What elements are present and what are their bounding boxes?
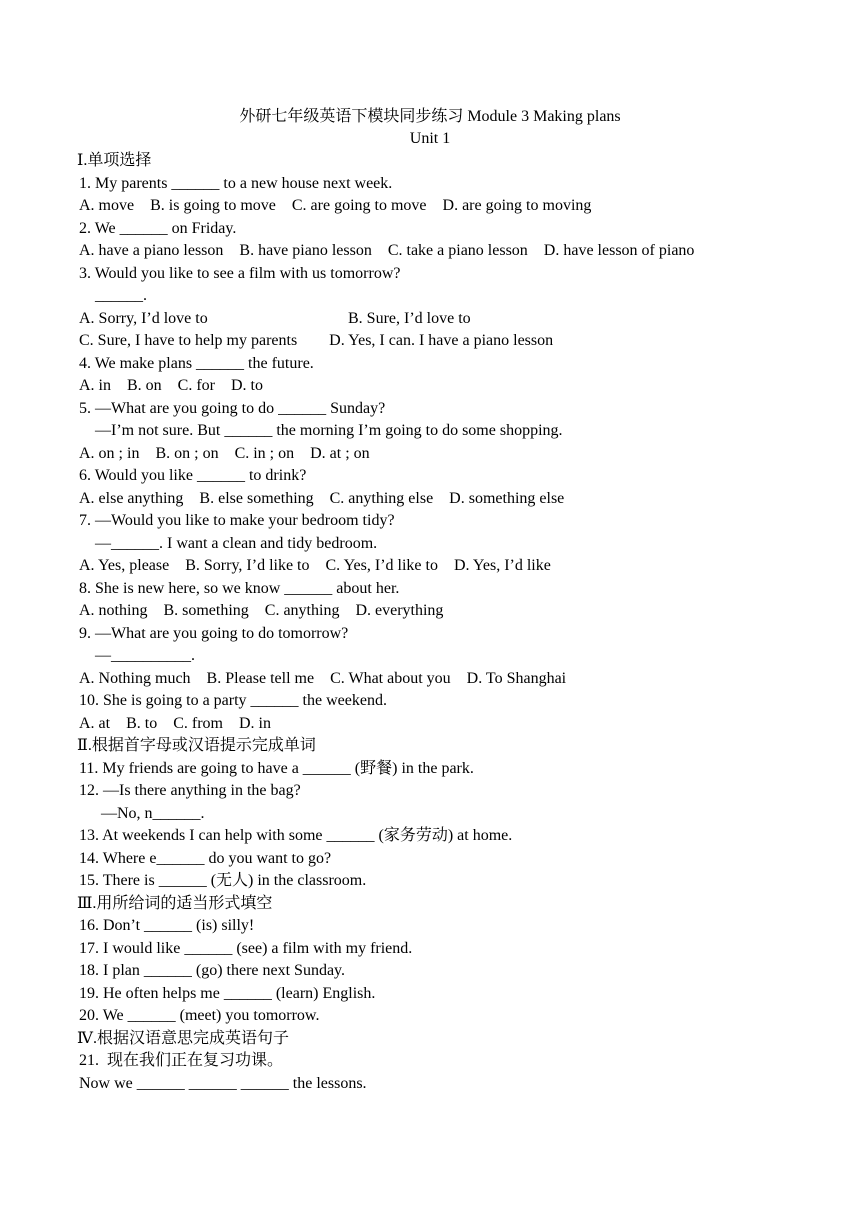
question-8-options: A. nothing B. something C. anything D. everything	[79, 602, 444, 619]
question-3-blank: ______.	[95, 287, 147, 304]
question-19: 19. He often helps me ______ (learn) English.	[79, 984, 376, 1002]
question-3-options-ab	[79, 308, 819, 331]
question-9-options: A. Nothing much B. Please tell me C. What about you D. To Shanghai	[79, 669, 567, 687]
question-17: 17. I would like ______ (see) a film with my friend.	[79, 939, 413, 957]
question-6: 6. Would you like ______ to drink?	[79, 467, 307, 484]
question-10: 10. She is going to a party ______ the weekend.	[79, 692, 387, 709]
question-2: 2. We ______ on Friday.	[79, 219, 237, 237]
section-heading: Ⅰ.单项选择	[77, 152, 152, 169]
question-4-options: A. in B. on C. for D. to	[79, 377, 263, 394]
question-5-options: A. on ; in B. on ; on C. in ; on D. at ; on	[79, 444, 370, 462]
question-9: 9. —What are you going to do tomorrow?	[79, 624, 349, 642]
question-11: 11. My friends are going to have a ______ (野餐) in the park.	[79, 759, 474, 777]
question-13: 13. At weekends I can help with some ______ (家务劳动) at home.	[79, 827, 513, 844]
question-16: 16. Don’t ______ (is) silly!	[79, 917, 255, 934]
question-1-options: A. move B. is going to move C. are going to move D. are going to moving	[79, 197, 592, 214]
question-3-options-cd: C. Sure, I have to help my parents D. Yes, I can. I have a piano lesson	[79, 332, 554, 349]
question-5-reply: —I’m not sure. But ______ the morning I’m going to do some shopping.	[95, 422, 563, 439]
unit-subtitle: Unit 1	[409, 130, 451, 147]
question-list	[79, 150, 819, 1095]
page-title: 外研七年级英语下模块同步练习 Module 3 Making plans	[239, 108, 621, 125]
question-6-options: A. else anything B. else something C. anything else D. something else	[79, 489, 565, 507]
option-b: B. Sure, I’d love to	[348, 309, 471, 327]
question-15: 15. There is ______ (无人) in the classroom.	[79, 872, 367, 889]
question-14: 14. Where e______ do you want to go?	[79, 849, 332, 867]
question-10-options: A. at B. to C. from D. in	[79, 714, 271, 732]
section-heading: Ⅱ.根据首字母或汉语提示完成单词	[77, 737, 316, 754]
section-heading: Ⅳ.根据汉语意思完成英语句子	[77, 1029, 289, 1047]
question-8: 8. She is new here, so we know ______ about her.	[79, 579, 400, 597]
question-12-reply: —No, n______.	[101, 804, 205, 822]
section-heading: Ⅲ.用所给词的适当形式填空	[77, 894, 273, 912]
question-5: 5. —What are you going to do ______ Sunday?	[79, 399, 386, 417]
question-1: 1. My parents ______ to a new house next week.	[79, 174, 393, 192]
question-7: 7. —Would you like to make your bedroom tidy?	[79, 512, 395, 529]
question-21-answer-line: Now we ______ ______ ______ the lessons.	[79, 1074, 367, 1092]
question-7-options: A. Yes, please B. Sorry, I’d like to C. Yes, I’d like to D. Yes, I’d like	[79, 557, 551, 574]
question-21: 21. 现在我们正在复习功课。	[79, 1052, 284, 1069]
question-4: 4. We make plans ______ the future.	[79, 354, 314, 372]
question-9-reply: —__________.	[95, 647, 195, 664]
question-7-reply: —______. I want a clean and tidy bedroom.	[95, 534, 378, 552]
option-a: A. Sorry, I’d love to	[79, 309, 208, 327]
question-12: 12. —Is there anything in the bag?	[79, 782, 301, 799]
question-2-options: A. have a piano lesson B. have piano lesson C. take a piano lesson D. have lesson of piano	[79, 242, 695, 259]
question-3: 3. Would you like to see a film with us tomorrow?	[79, 264, 401, 282]
question-18: 18. I plan ______ (go) there next Sunday.	[79, 962, 346, 979]
question-20: 20. We ______ (meet) you tomorrow.	[79, 1007, 320, 1024]
